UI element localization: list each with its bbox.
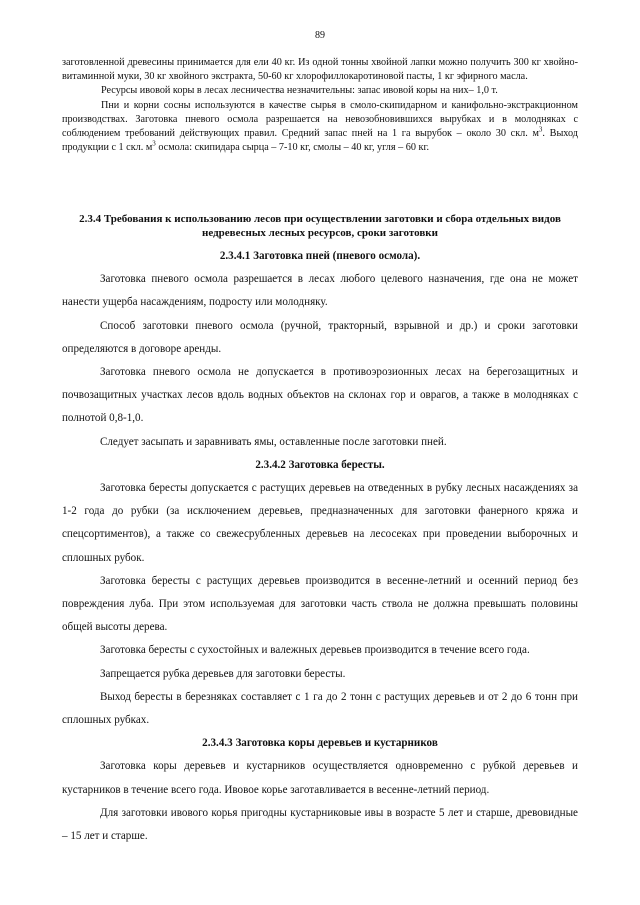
body-paragraph: Заготовка бересты с растущих деревьев производится в весенне-летний и осенний период без повреждения луба. При этом используемая для заготовки часть ствола не должна превышать половины общей высоты дерева. bbox=[62, 574, 578, 634]
body-paragraph: Выход бересты в березняках составляет с 1 га до 2 тонн с растущих деревьев и от 2 до 6 тонн при сплошных рубках. bbox=[62, 690, 578, 727]
superscript-3: 3 bbox=[152, 139, 156, 148]
subsection-heading-2-3-4-2: 2.3.4.2 Заготовка бересты. bbox=[255, 458, 385, 471]
body-paragraph: Заготовка бересты допускается с растущих деревьев на отведенных в рубку лесных насаждениях за 1-2 года до рубки (за исключением деревьев, предназначенных для заготовки фанерного кряжа и спецсортиментов), а также со свежесрубленных деревьев на лесосеках при проведении выборочных и сплошных рубок. bbox=[62, 482, 578, 564]
body-paragraph: Заготовка бересты с сухостойных и валежных деревьев производится в течение всего года. bbox=[100, 644, 530, 657]
page-number: 89 bbox=[315, 30, 325, 41]
intro-block bbox=[62, 56, 578, 155]
body-paragraph: Заготовка коры деревьев и кустарников осуществляется одновременно с рубкой деревьев и кустарников в течение всего года. Ивовое корье заготавливается в весенне-летний период. bbox=[62, 760, 578, 796]
body-paragraph: Заготовка пневого осмола разрешается в лесах любого целевого назначения, где она не может нанести ущерба насаждениям, подросту или молодняку. bbox=[62, 273, 578, 309]
intro-p3-part-c: осмола: скипидара сырца – 7-10 кг, смолы – 40 кг, угля – 60 кг. bbox=[155, 142, 430, 154]
intro-paragraph-2: Ресурсы ивовой коры в лесах лесничества незначительны: запас ивовой коры на них– 1,0 т. bbox=[101, 85, 498, 97]
intro-p3-part-b: . Выход продукции с 1 скл. м bbox=[62, 128, 578, 154]
superscript-3: 3 bbox=[538, 125, 543, 134]
subsection-heading-2-3-4-3: 2.3.4.3 Заготовка коры деревьев и кустарников bbox=[202, 737, 438, 750]
intro-p3-part-a: Пни и корни сосны используются в качестве сырья в смоло-скипидарном и канифольно-экстракционном производствах. Заготовка пневого осмола разрешается на невозобновившихся вырубках и в молодняках с соблюдением требований действующих правил. Средний запас пней на 1 га вырубок – около 30 скл. м bbox=[62, 99, 578, 140]
main-body bbox=[62, 245, 578, 848]
body-paragraph: Способ заготовки пневого осмола (ручной, тракторный, взрывной и др.) и сроки заготовки определяются в договоре аренды. bbox=[62, 319, 578, 355]
intro-paragraph-3 bbox=[62, 99, 578, 156]
intro-paragraph-1: заготовленной древесины принимается для ели 40 кг. Из одной тонны хвойной лапки можно получить 300 кг хвойно-витаминной муки, 30 кг хвойного экстракта, 50-60 кг хлорофиллокаротиновой пасты, 1 кг эфирного масла. bbox=[62, 57, 578, 83]
section-heading: 2.3.4 Требования к использованию лесов при осуществлении заготовки и сбора отдельных видов недревесных лесных ресурсов, сроки заготовки bbox=[79, 213, 561, 239]
body-paragraph: Для заготовки ивового корья пригодны кустарниковые ивы в возрасте 5 лет и старше, древовидные – 15 лет и старше. bbox=[62, 806, 578, 843]
body-paragraph: Следует засыпать и заравнивать ямы, оставленные после заготовки пней. bbox=[100, 435, 447, 448]
subsection-heading-2-3-4-1: 2.3.4.1 Заготовка пней (пневого осмола). bbox=[219, 250, 421, 262]
body-paragraph: Заготовка пневого осмола не допускается в противоэрозионных лесах на берегозащитных и почвозащитных участках лесов вдоль водных объектов на склонах гор и оврагов, а также в молодняках с полнотой 0,8-1,0. bbox=[62, 366, 578, 425]
body-paragraph: Запрещается рубка деревьев для заготовки бересты. bbox=[100, 667, 346, 680]
